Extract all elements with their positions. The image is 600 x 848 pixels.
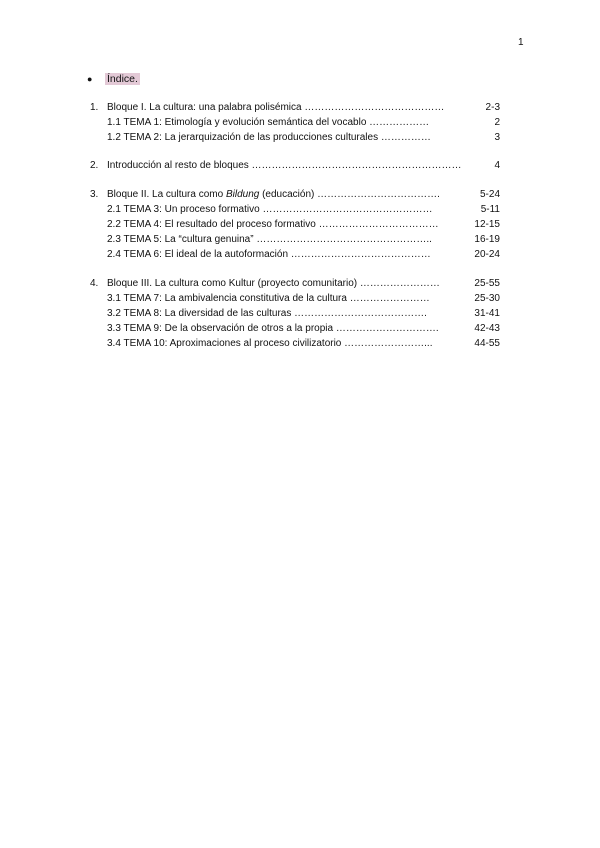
leader-dots: ……………………...	[341, 338, 436, 349]
item-pages: 25-30	[474, 293, 500, 304]
toc-block-3	[90, 188, 500, 202]
block-title: Bloque I. La cultura: una palabra polisémica	[107, 102, 302, 113]
toc-block-2	[90, 159, 500, 173]
toc-item-1-2	[90, 131, 500, 145]
item-label: 1.2 TEMA 2: La jerarquización de las producciones culturales	[107, 132, 379, 143]
leader-dots: ………………………….	[333, 323, 442, 334]
toc-item-3-1	[90, 292, 500, 306]
item-label: 3.1 TEMA 7: La ambivalencia constitutiva de la cultura	[107, 293, 347, 304]
item-pages: 31-41	[474, 308, 500, 319]
leader-dots: ………………………………….	[291, 308, 430, 319]
item-pages: 3	[494, 132, 500, 143]
item-pages: 42-43	[474, 323, 500, 334]
toc-item-2-3	[90, 233, 500, 247]
item-pages: 20-24	[474, 249, 500, 260]
block-title: Bloque II. La cultura como	[107, 189, 226, 200]
item-pages: 2	[494, 117, 500, 128]
leader-dots: ………………	[366, 117, 432, 128]
block-pages: 5-24	[479, 189, 500, 200]
leader-dots: ……………………	[357, 278, 443, 289]
leader-dots: ……………………………….	[314, 189, 443, 200]
block-number: 4.	[90, 278, 99, 289]
block-title-suffix: (educación)	[259, 189, 315, 200]
item-label: 2.3 TEMA 5: La “cultura genuina”	[107, 234, 254, 245]
block-title: Bloque III. La cultura como Kultur (proyecto comunitario)	[107, 278, 358, 289]
toc-item-3-3	[90, 322, 500, 336]
bullet-icon: ●	[87, 74, 93, 84]
toc-item-3-2	[90, 307, 500, 321]
item-label: 3.2 TEMA 8: La diversidad de las culturas	[107, 308, 292, 319]
item-pages: 5-11	[480, 204, 500, 215]
item-label: 2.4 TEMA 6: El ideal de la autoformación	[107, 249, 289, 260]
toc-item-1-1	[90, 116, 500, 130]
leader-dots: ……………	[378, 132, 434, 143]
block-number: 3.	[90, 189, 99, 200]
block-pages: 4	[494, 160, 500, 171]
page-number: 1	[518, 37, 524, 48]
item-label: 2.1 TEMA 3: Un proceso formativo	[107, 204, 260, 215]
leader-dots: ……………………	[346, 293, 433, 304]
block-pages: 25-55	[474, 278, 500, 289]
toc-item-2-1	[90, 203, 500, 217]
leader-dots: ……………………………………	[288, 249, 434, 260]
block-number: 1.	[90, 102, 99, 113]
leader-dots: ……………………………………………..	[253, 234, 435, 245]
item-label: 3.3 TEMA 9: De la observación de otros a la propia	[107, 323, 334, 334]
item-pages: 44-55	[474, 338, 500, 349]
item-pages: 16-19	[474, 234, 500, 245]
toc-title: Índice.	[107, 73, 138, 85]
toc-block-4	[90, 277, 500, 291]
block-title-italic: Bildung	[225, 189, 260, 200]
toc-heading	[87, 72, 140, 86]
toc-item-2-2	[90, 218, 500, 232]
toc-item-3-4	[90, 337, 500, 351]
item-pages: 12-15	[474, 219, 500, 230]
toc-block-1	[90, 101, 500, 115]
block-title: Introducción al resto de bloques	[107, 160, 249, 171]
leader-dots: ………………………………	[315, 219, 442, 230]
item-label: 1.1 TEMA 1: Etimología y evolución semántica del vocablo	[107, 117, 367, 128]
toc-item-2-4	[90, 248, 500, 262]
leader-dots: ………………………………………………………	[248, 160, 465, 171]
block-pages: 2-3	[485, 102, 500, 113]
block-number: 2.	[90, 160, 99, 171]
item-label: 2.2 TEMA 4: El resultado del proceso formativo	[107, 219, 316, 230]
leader-dots: ……………………………………	[301, 102, 448, 113]
item-label: 3.4 TEMA 10: Aproximaciones al proceso civilizatorio	[107, 338, 342, 349]
leader-dots: ……………………………………………	[259, 204, 436, 215]
